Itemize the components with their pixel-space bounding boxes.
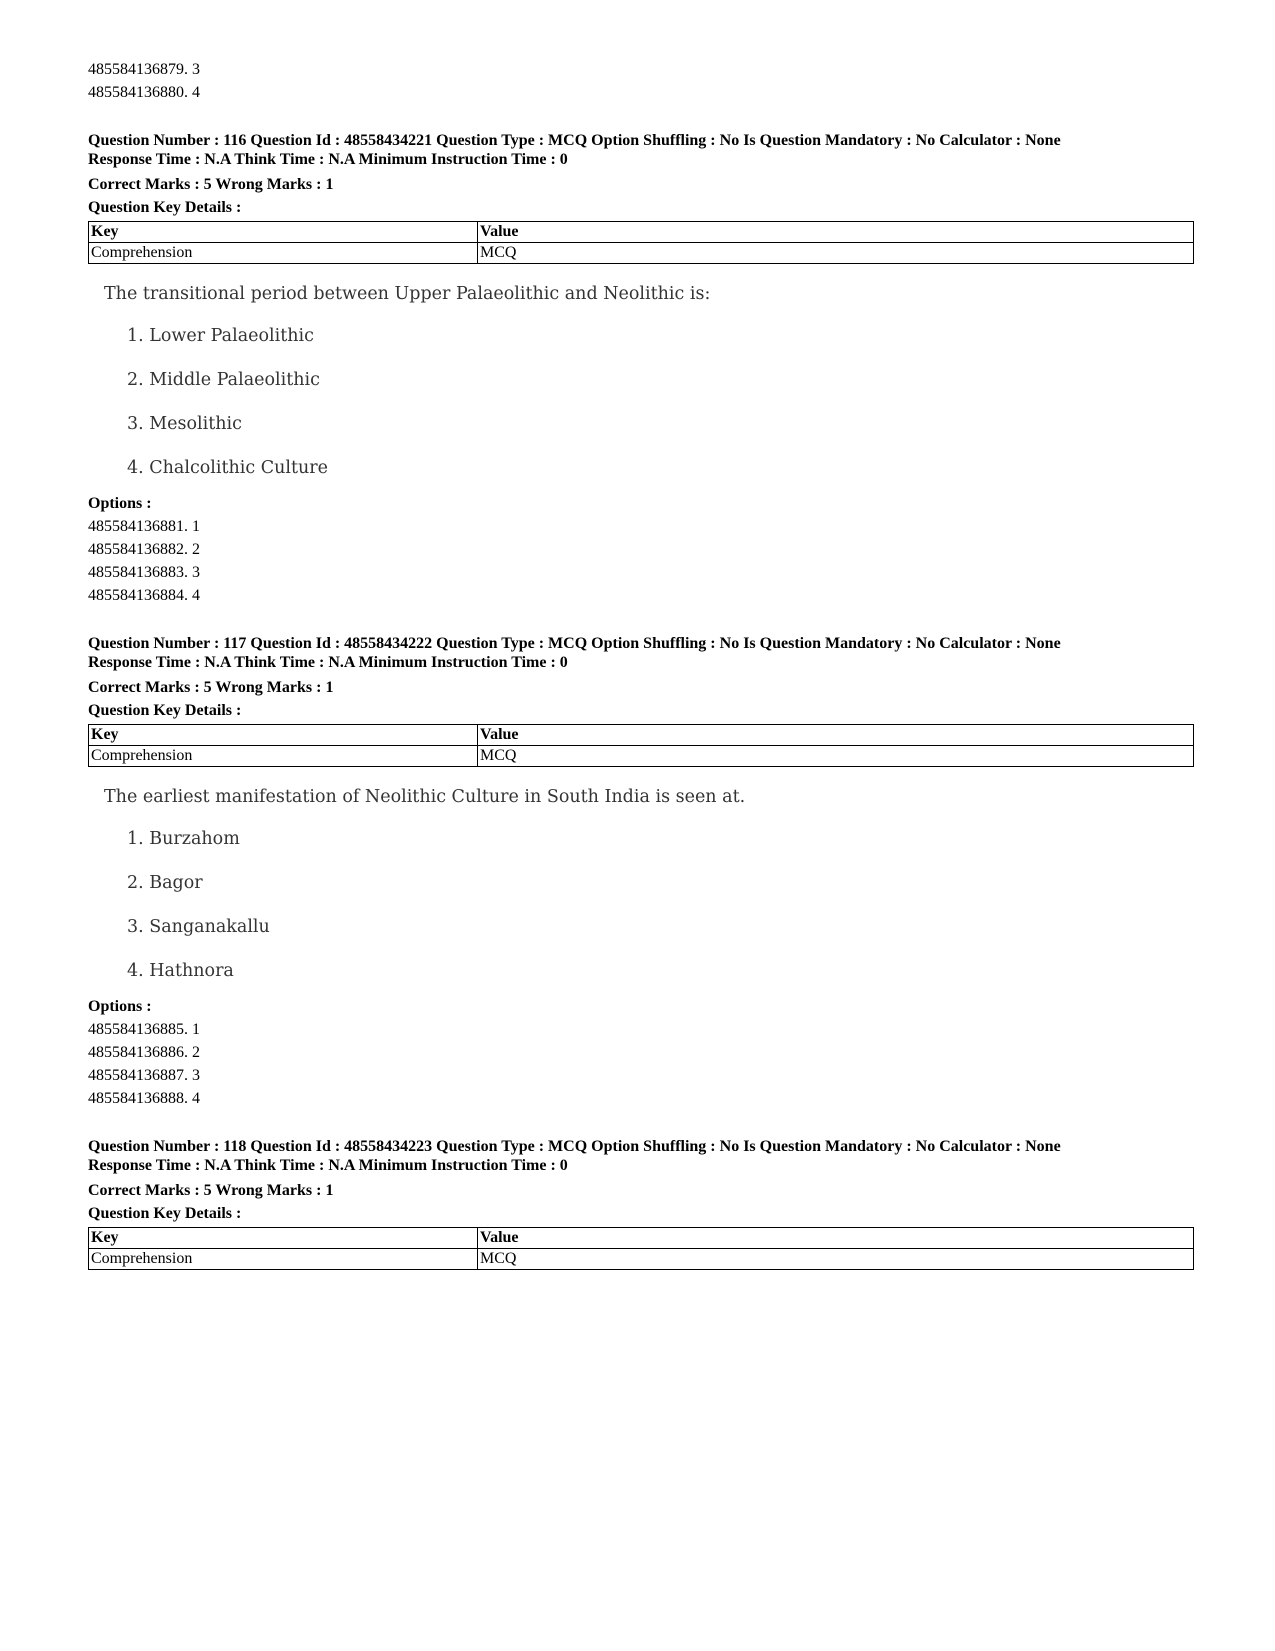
choice-item: 4. Chalcolithic Culture — [127, 458, 329, 478]
option-line: 485584136880. 4 — [88, 84, 200, 101]
key-details-table — [88, 221, 1194, 264]
table-cell-key: Comprehension — [89, 243, 478, 264]
key-details-label: Question Key Details : — [88, 1205, 242, 1222]
choice-item: 1. Burzahom — [127, 829, 240, 849]
question-header-line1: Question Number : 118 Question Id : 48558434223 Question Type : MCQ Option Shuffling : No Is Question Mandatory : No Calculator : None — [88, 1138, 1061, 1155]
options-label: Options : — [88, 495, 152, 512]
option-line: 485584136888. 4 — [88, 1090, 200, 1107]
option-line: 485584136887. 3 — [88, 1067, 200, 1084]
options-label: Options : — [88, 998, 152, 1015]
table-header-value: Value — [478, 1228, 1194, 1249]
question-header-line1: Question Number : 117 Question Id : 48558434222 Question Type : MCQ Option Shuffling : No Is Question Mandatory : No Calculator : None — [88, 635, 1061, 652]
table-row — [89, 746, 1194, 767]
table-header-row — [89, 1228, 1194, 1249]
table-cell-key: Comprehension — [89, 1249, 478, 1270]
question-stem: The transitional period between Upper Palaeolithic and Neolithic is: — [104, 284, 711, 304]
question-block-118 — [88, 1137, 1194, 1270]
option-line: 485584136879. 3 — [88, 61, 200, 78]
question-block-117 — [88, 634, 1194, 1110]
table-header-row — [89, 725, 1194, 746]
question-image — [88, 783, 1194, 985]
option-line: 485584136882. 2 — [88, 541, 200, 558]
choice-item: 3. Sanganakallu — [127, 917, 270, 937]
table-cell-value: MCQ — [478, 243, 1194, 264]
table-header-value: Value — [478, 725, 1194, 746]
marks-line: Correct Marks : 5 Wrong Marks : 1 — [88, 176, 334, 193]
question-block-116 — [88, 131, 1194, 607]
option-line: 485584136881. 1 — [88, 518, 200, 535]
choice-item: 2. Bagor — [127, 873, 203, 893]
option-line: 485584136885. 1 — [88, 1021, 200, 1038]
question-stem: The earliest manifestation of Neolithic Culture in South India is seen at. — [104, 787, 746, 807]
marks-line: Correct Marks : 5 Wrong Marks : 1 — [88, 1182, 334, 1199]
table-cell-value: MCQ — [478, 746, 1194, 767]
table-header-key: Key — [89, 222, 478, 243]
table-row — [89, 243, 1194, 264]
table-row — [89, 1249, 1194, 1270]
table-header-key: Key — [89, 725, 478, 746]
choice-item: 1. Lower Palaeolithic — [127, 326, 314, 346]
marks-line: Correct Marks : 5 Wrong Marks : 1 — [88, 679, 334, 696]
table-cell-value: MCQ — [478, 1249, 1194, 1270]
leading-options — [88, 58, 1194, 104]
question-header-line2: Response Time : N.A Think Time : N.A Minimum Instruction Time : 0 — [88, 151, 568, 168]
option-line: 485584136883. 3 — [88, 564, 200, 581]
document-page — [88, 58, 1194, 1270]
question-header-line2: Response Time : N.A Think Time : N.A Minimum Instruction Time : 0 — [88, 654, 568, 671]
key-details-label: Question Key Details : — [88, 702, 242, 719]
table-header-row — [89, 222, 1194, 243]
question-header-line2: Response Time : N.A Think Time : N.A Minimum Instruction Time : 0 — [88, 1157, 568, 1174]
option-line: 485584136884. 4 — [88, 587, 200, 604]
option-line: 485584136886. 2 — [88, 1044, 200, 1061]
question-header-line1: Question Number : 116 Question Id : 48558434221 Question Type : MCQ Option Shuffling : No Is Question Mandatory : No Calculator : None — [88, 132, 1061, 149]
question-image — [88, 280, 1194, 482]
choice-item: 3. Mesolithic — [127, 414, 242, 434]
choice-item: 2. Middle Palaeolithic — [127, 370, 320, 390]
key-details-table — [88, 1227, 1194, 1270]
key-details-label: Question Key Details : — [88, 199, 242, 216]
key-details-table — [88, 724, 1194, 767]
table-header-key: Key — [89, 1228, 478, 1249]
choice-item: 4. Hathnora — [127, 961, 234, 981]
table-cell-key: Comprehension — [89, 746, 478, 767]
table-header-value: Value — [478, 222, 1194, 243]
